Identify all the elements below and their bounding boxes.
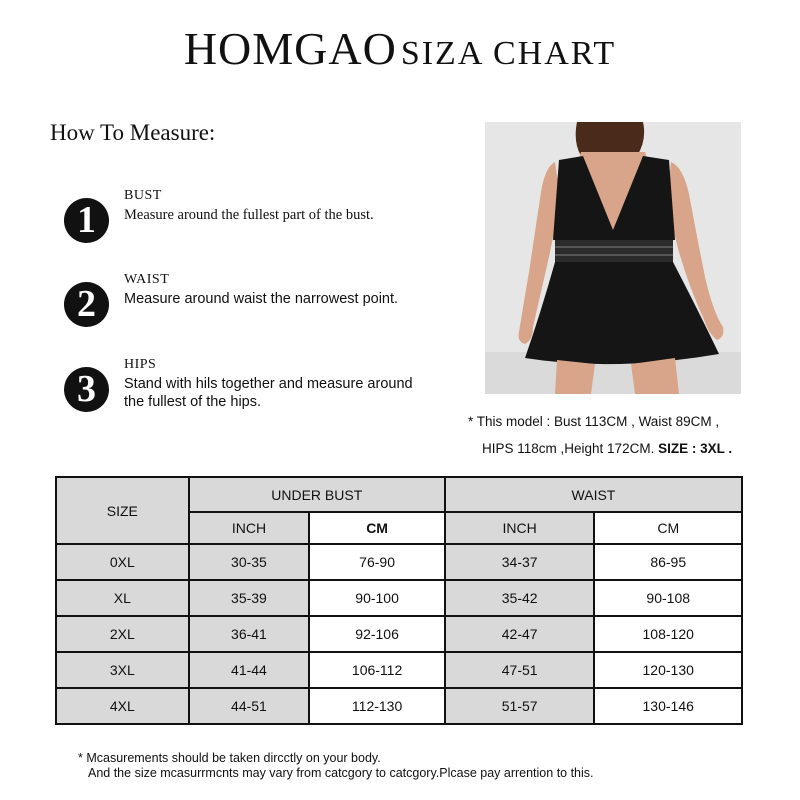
waist-inch: 51-57 (445, 688, 595, 724)
waist-cm: 90-108 (594, 580, 742, 616)
size-column-header: SIZE (56, 477, 189, 544)
step-3-desc (124, 375, 413, 411)
under-bust-cm: 92-106 (309, 616, 445, 652)
model-note-line1: * This model : Bust 113CM , Waist 89CM , (468, 414, 720, 429)
waist-inch-header: INCH (445, 512, 595, 544)
waist-cm: 120-130 (594, 652, 742, 688)
brand-name: HOMGAO (183, 23, 397, 74)
under-bust-inch: 36-41 (189, 616, 310, 652)
under-bust-inch: 41-44 (189, 652, 310, 688)
row-size: XL (56, 580, 189, 616)
model-note-measurements: HIPS 118cm ,Height 172CM. (482, 441, 655, 456)
row-size: 0XL (56, 544, 189, 580)
waist-inch: 34-37 (445, 544, 595, 580)
model-photo (485, 122, 741, 394)
waist-inch: 35-42 (445, 580, 595, 616)
under-bust-inch: 44-51 (189, 688, 310, 724)
under-bust-inch-header: INCH (189, 512, 310, 544)
table-row (56, 616, 742, 652)
waist-inch: 42-47 (445, 616, 595, 652)
step-3-desc-line2: the fullest of the hips. (124, 394, 262, 410)
step-1-desc: Measure around the fullest part of the bust. (124, 207, 374, 223)
row-size: 3XL (56, 652, 189, 688)
waist-cm: 130-146 (594, 688, 742, 724)
footnote-line1: * Mcasurements should be taken dircctly on your body. (78, 751, 381, 765)
size-chart-table (55, 476, 743, 725)
under-bust-header: UNDER BUST (189, 477, 445, 512)
under-bust-inch: 30-35 (189, 544, 310, 580)
footnote (78, 751, 594, 781)
chart-title (0, 22, 800, 75)
waist-cm: 108-120 (594, 616, 742, 652)
model-note-size: SIZE : 3XL . (658, 441, 733, 456)
footnote-line2: And the size mcasurrmcnts may vary from catcgory to catcgory.Plcase pay arrention to this. (88, 766, 594, 780)
waist-cm-header: CM (594, 512, 742, 544)
step-2-label: WAIST (124, 272, 170, 287)
under-bust-cm: 106-112 (309, 652, 445, 688)
under-bust-cm: 112-130 (309, 688, 445, 724)
under-bust-cm: 76-90 (309, 544, 445, 580)
model-note (468, 408, 732, 462)
step-2-number-icon: 2 (64, 282, 109, 327)
how-to-measure-heading: How To Measure: (50, 120, 216, 145)
row-size: 4XL (56, 688, 189, 724)
step-2-desc: Measure around waist the narrowest point. (124, 291, 399, 307)
step-3-number-icon: 3 (64, 367, 109, 412)
table-row (56, 580, 742, 616)
model-note-line2 (468, 435, 732, 462)
step-3-label: HIPS (124, 357, 157, 372)
step-3-desc-line1: Stand with hils together and measure around (124, 376, 413, 392)
waist-header: WAIST (445, 477, 742, 512)
waist-inch: 47-51 (445, 652, 595, 688)
step-1-number-icon: 1 (64, 198, 109, 243)
table-row (56, 688, 742, 724)
under-bust-cm-header: CM (309, 512, 445, 544)
chart-subtitle: SIZA CHART (400, 35, 617, 72)
row-size: 2XL (56, 616, 189, 652)
under-bust-inch: 35-39 (189, 580, 310, 616)
step-1-label: BUST (124, 188, 162, 203)
table-row (56, 544, 742, 580)
model-illustration (485, 122, 741, 394)
waist-cm: 86-95 (594, 544, 742, 580)
table-row (56, 652, 742, 688)
under-bust-cm: 90-100 (309, 580, 445, 616)
